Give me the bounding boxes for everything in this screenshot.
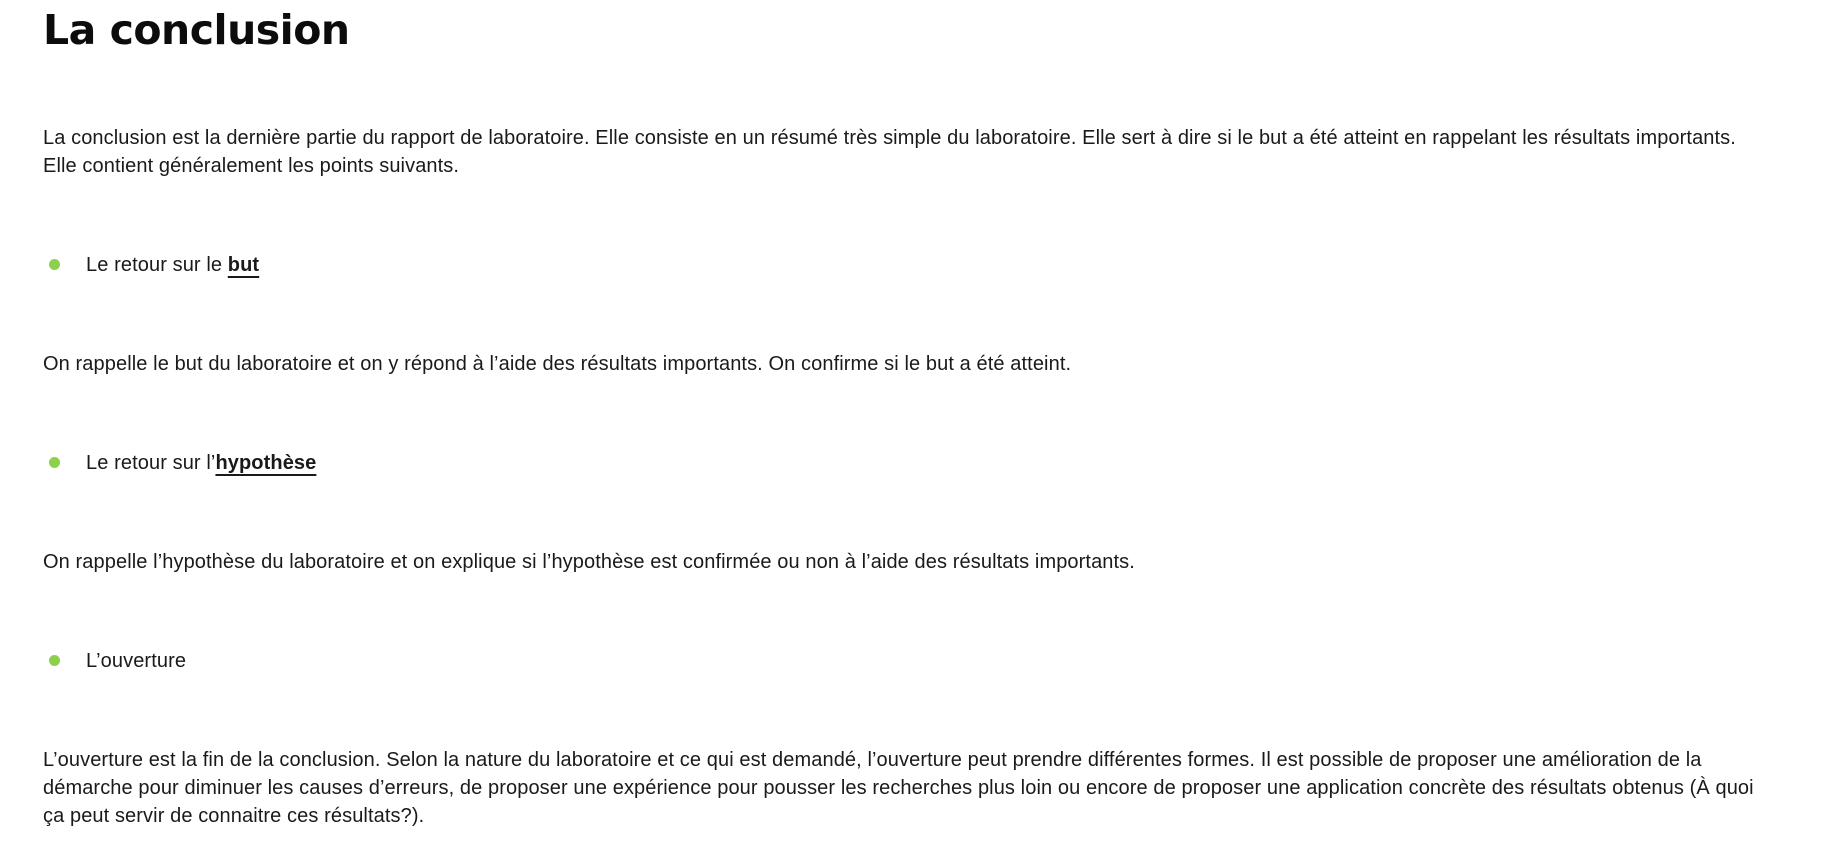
- list-item-label: [86, 250, 259, 280]
- page-title: La conclusion: [43, 6, 350, 54]
- hypothese-link[interactable]: hypothèse: [215, 452, 317, 474]
- but-description: On rappelle le but du laboratoire et on y répond à l’aide des résultats importants. On confirme si le but a été atteint.: [43, 353, 1072, 375]
- list-item-hypothese: [43, 448, 1774, 478]
- list-item-prefix: Le retour sur le: [86, 254, 228, 276]
- list-item-but: [43, 250, 1774, 280]
- list-item-prefix: L’ouverture: [86, 650, 187, 672]
- bullet-icon: [49, 655, 60, 666]
- hypothese-description: On rappelle l’hypothèse du laboratoire et on explique si l’hypothèse est confirmée ou non à l’aide des résultats importants.: [43, 551, 1135, 573]
- list-item-label: [86, 448, 316, 478]
- but-link[interactable]: but: [227, 254, 260, 276]
- list-item-label: [86, 646, 186, 676]
- intro-paragraph: La conclusion est la dernière partie du rapport de laboratoire. Elle consiste en un résumé très simple du laboratoire. Elle sert à dire si le but a été atteint en rappelant les résultats importants. Elle contient généralement les points suivants.: [43, 127, 1736, 177]
- bullet-icon: [49, 457, 60, 468]
- list-item-ouverture: [43, 646, 1774, 676]
- ouverture-description: L’ouverture est la fin de la conclusion. Selon la nature du laboratoire et ce qui est demandé, l’ouverture peut prendre différentes formes. Il est possible de proposer une amélioration de la démarche pour diminuer les causes d’erreurs, de proposer une expérience pour pousser les recherches plus loin ou encore de proposer une application concrète des résultats obtenus (À quoi ça peut servir de connaitre ces résultats?).: [43, 749, 1754, 827]
- list-item-prefix: Le retour sur l’: [86, 452, 216, 474]
- bullet-icon: [49, 259, 60, 270]
